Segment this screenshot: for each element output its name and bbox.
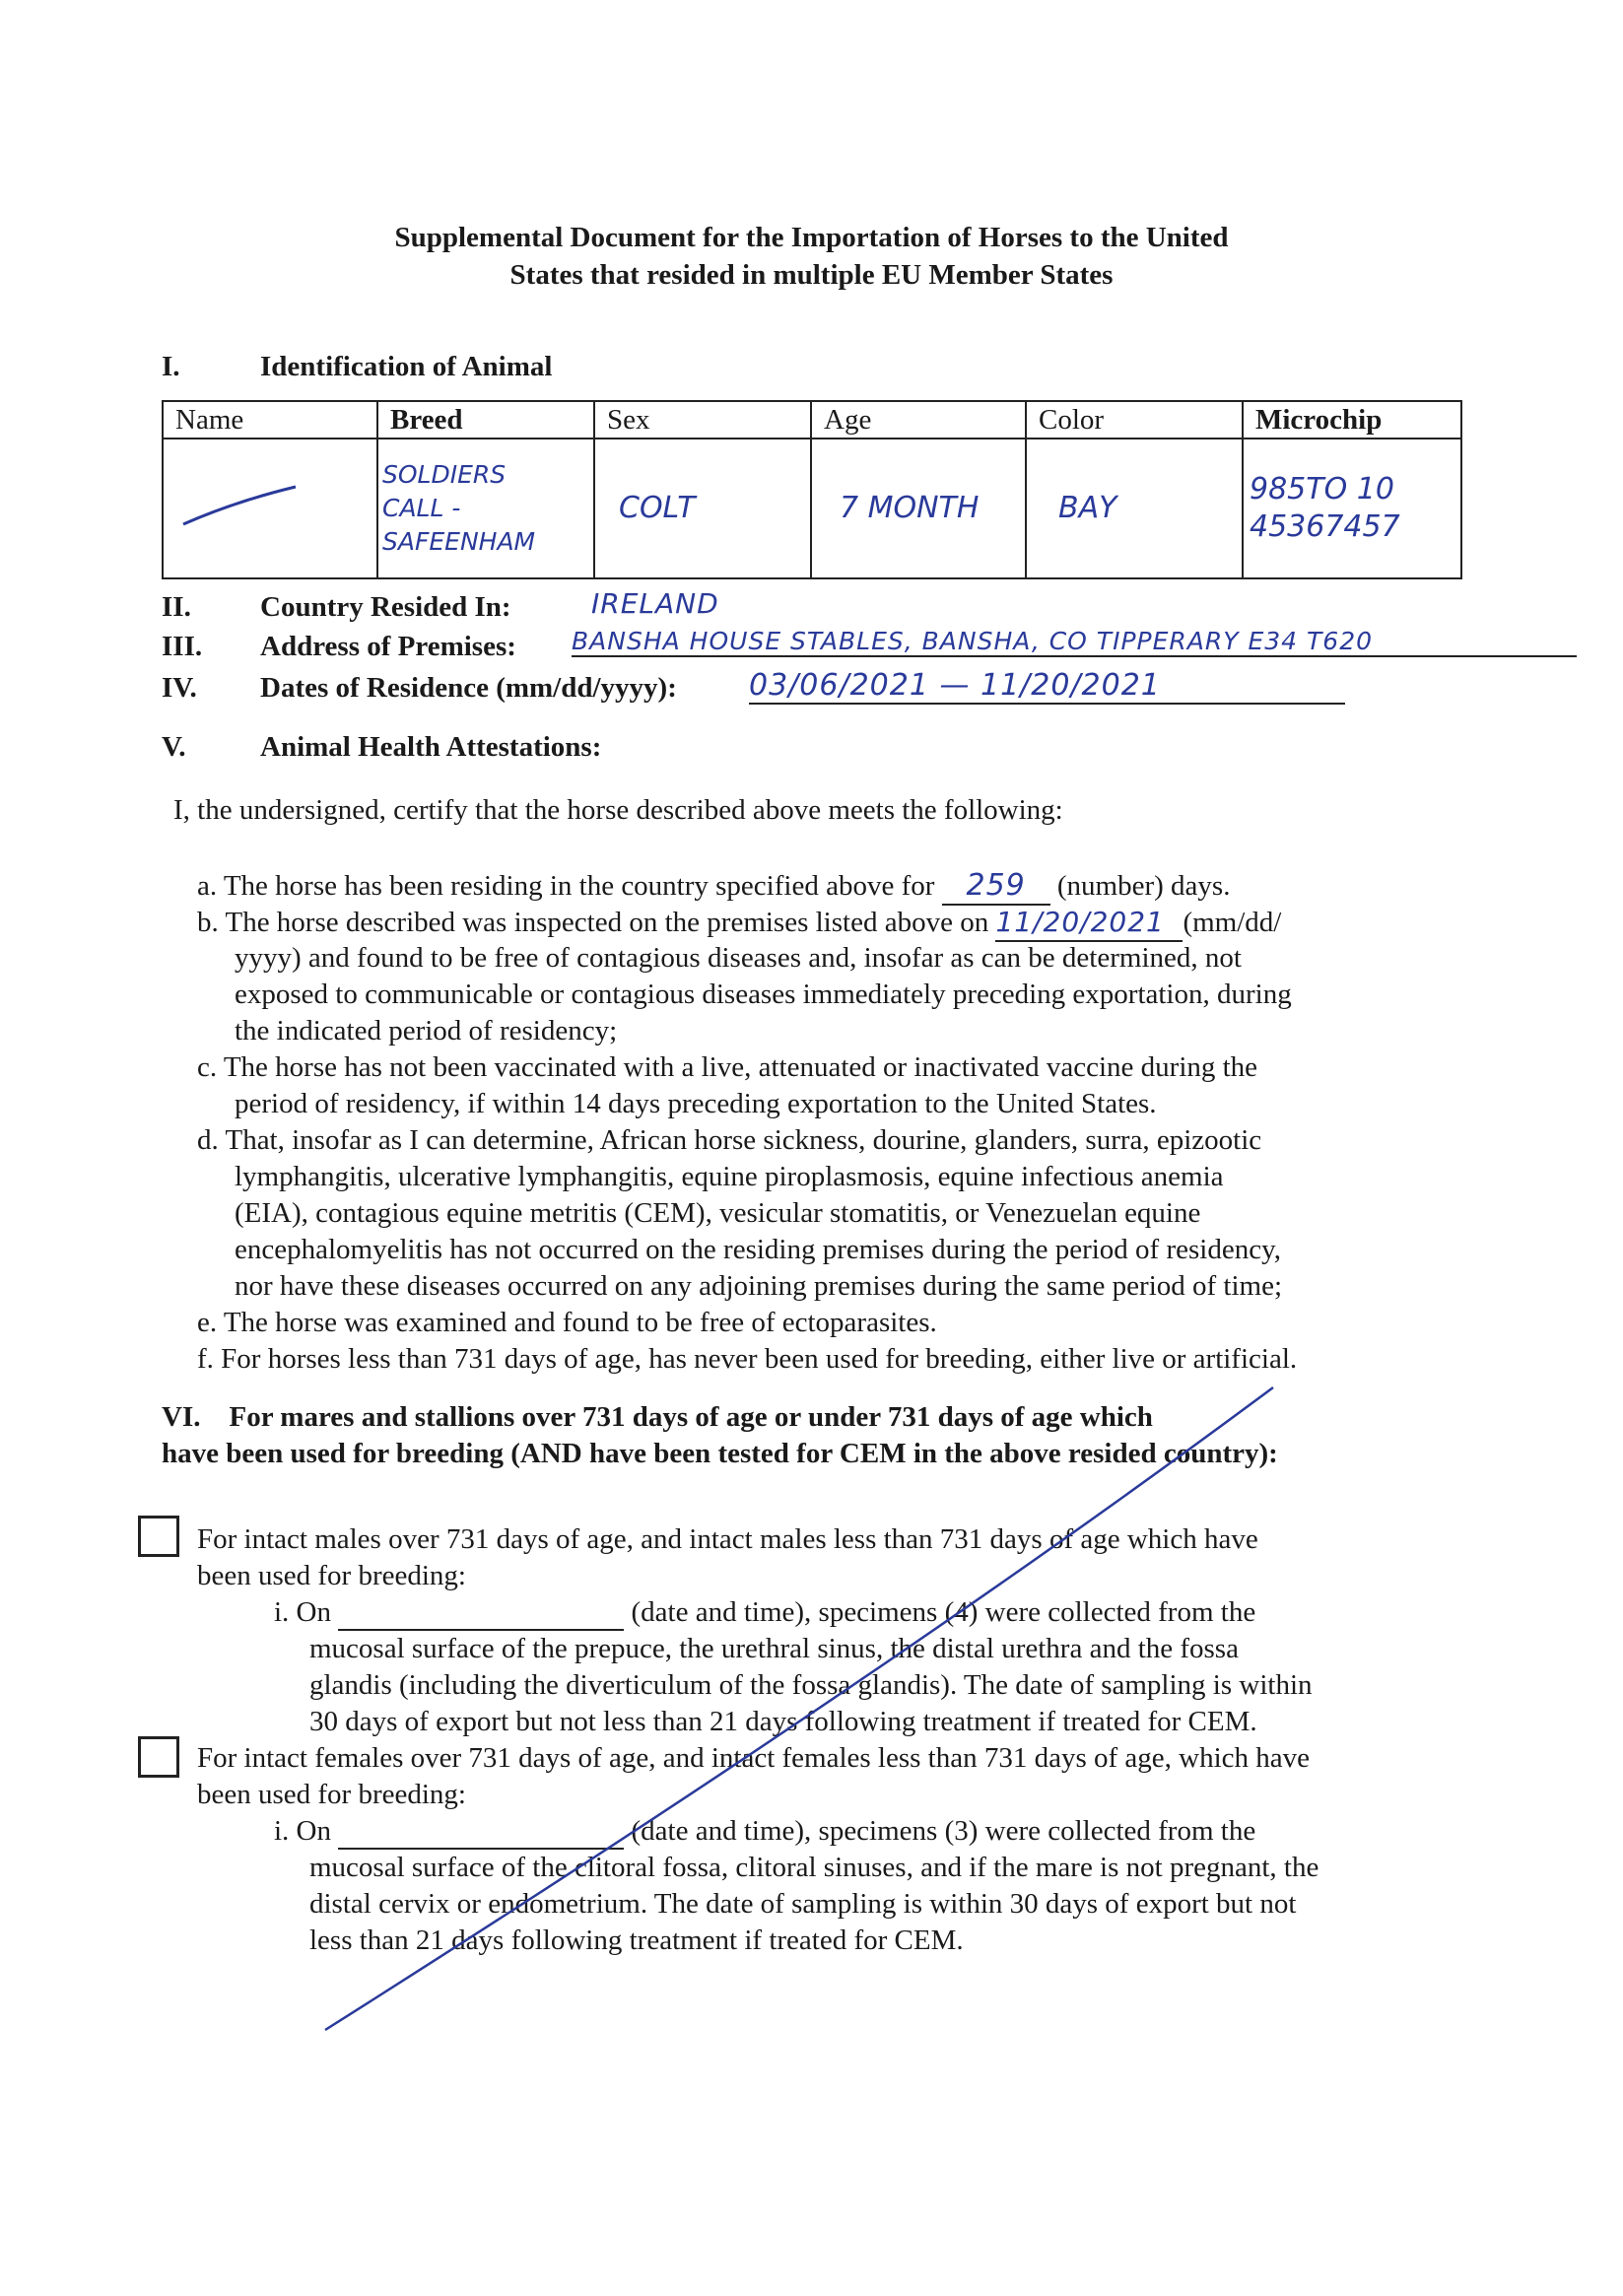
sex-value: COLT bbox=[619, 491, 696, 525]
item-e: e. The horse was examined and found to be free of ectoparasites. bbox=[197, 1307, 937, 1338]
males-line-4: mucosal surface of the prepuce, the urethral sinus, the distal urethra and the fossa bbox=[309, 1633, 1239, 1664]
item-a-suffix: (number) days. bbox=[1056, 870, 1231, 902]
females-line-1: For intact females over 731 days of age, and intact females less than 731 days of age, which have bbox=[197, 1742, 1311, 1774]
item-f: f. For horses less than 731 days of age, has never been used for breeding, either live or artificial. bbox=[197, 1343, 1298, 1375]
cell-sex bbox=[594, 439, 811, 578]
males-line-6: 30 days of export but not less than 21 days following treatment if treated for CEM. bbox=[309, 1706, 1257, 1737]
females-item-i-prefix: i. On bbox=[274, 1815, 331, 1847]
table-header-row bbox=[163, 401, 1461, 439]
country-value: IRELAND bbox=[591, 587, 719, 620]
section-6-heading-line-1: VI. For mares and stallions over 731 days of age or under 731 days of age which bbox=[162, 1401, 1153, 1433]
header-name: Name bbox=[163, 401, 377, 439]
section-1-label: Identification of Animal bbox=[260, 351, 553, 382]
document-title-line-1: Supplemental Document for the Importation of Horses to the United bbox=[394, 222, 1229, 253]
cell-name bbox=[163, 439, 377, 578]
cell-age bbox=[811, 439, 1026, 578]
males-line-5: glandis (including the diverticulum of the fossa glandis). The date of sampling is within bbox=[309, 1669, 1313, 1701]
females-line-6: less than 21 days following treatment if treated for CEM. bbox=[309, 1925, 964, 1956]
section-3-label: Address of Premises: bbox=[260, 631, 516, 662]
cell-microchip bbox=[1243, 439, 1461, 578]
dates-value: 03/06/2021 — 11/20/2021 bbox=[749, 668, 1345, 705]
females-item-i bbox=[274, 1813, 1255, 1850]
header-sex: Sex bbox=[594, 401, 811, 439]
section-4-number: IV. bbox=[162, 672, 197, 704]
address-value: BANSHA HOUSE STABLES, BANSHA, CO TIPPERARY E34 T620 bbox=[572, 627, 1577, 657]
females-line-4: mucosal surface of the clitoral fossa, clitoral sinuses, and if the mare is not pregnant, the bbox=[309, 1852, 1319, 1883]
item-a bbox=[197, 867, 1230, 906]
certification-statement: I, the undersigned, certify that the horse described above meets the following: bbox=[173, 794, 1063, 826]
item-d-line-5: nor have these diseases occurred on any adjoining premises during the same period of time; bbox=[235, 1270, 1283, 1302]
header-color: Color bbox=[1026, 401, 1243, 439]
microchip-value: 985TO 10 45367457 bbox=[1250, 472, 1400, 544]
cell-color bbox=[1026, 439, 1243, 578]
inspection-date-value: 11/20/2021 bbox=[995, 904, 1183, 942]
section-5-number: V. bbox=[162, 731, 186, 763]
females-checkbox[interactable] bbox=[138, 1736, 179, 1778]
animal-identification-table bbox=[162, 400, 1462, 579]
header-breed: Breed bbox=[377, 401, 594, 439]
males-item-i bbox=[274, 1594, 1255, 1631]
females-item-i-suffix: (date and time), specimens (3) were collected from the bbox=[631, 1815, 1256, 1847]
section-3-number: III. bbox=[162, 631, 203, 662]
section-4-label: Dates of Residence (mm/dd/yyyy): bbox=[260, 672, 677, 704]
age-value: 7 MONTH bbox=[840, 491, 980, 525]
item-b-line-3: exposed to communicable or contagious diseases immediately preceding exportation, during bbox=[235, 979, 1292, 1010]
cell-breed bbox=[377, 439, 594, 578]
males-line-2: been used for breeding: bbox=[197, 1560, 466, 1591]
item-b-text: b. The horse described was inspected on the premises listed above on bbox=[197, 907, 989, 938]
females-line-2: been used for breeding: bbox=[197, 1779, 466, 1810]
document-title-line-2: States that resided in multiple EU Member States bbox=[509, 259, 1114, 291]
item-c-line-2: period of residency, if within 14 days preceding exportation to the United States. bbox=[235, 1088, 1157, 1119]
name-dash-mark bbox=[175, 477, 304, 536]
males-checkbox[interactable] bbox=[138, 1516, 179, 1557]
females-line-5: distal cervix or endometrium. The date of sampling is within 30 days of export but not bbox=[309, 1888, 1297, 1920]
section-2-number: II. bbox=[162, 591, 191, 623]
header-microchip: Microchip bbox=[1243, 401, 1461, 439]
females-date-field[interactable] bbox=[338, 1818, 624, 1850]
item-d-line-2: lymphangitis, ulcerative lymphangitis, equine piroplasmosis, equine infectious anemia bbox=[235, 1161, 1224, 1192]
color-value: BAY bbox=[1058, 491, 1117, 525]
item-a-text: a. The horse has been residing in the country specified above for bbox=[197, 870, 935, 902]
item-c: c. The horse has not been vaccinated with a live, attenuated or inactivated vaccine during the bbox=[197, 1051, 1258, 1083]
section-2-label: Country Resided In: bbox=[260, 591, 511, 623]
item-d-line-4: encephalomyelitis has not occurred on the residing premises during the period of residency, bbox=[235, 1234, 1281, 1265]
males-date-field[interactable] bbox=[338, 1599, 624, 1631]
item-d: d. That, insofar as I can determine, African horse sickness, dourine, glanders, surra, epizootic bbox=[197, 1124, 1262, 1156]
item-b bbox=[197, 904, 1281, 942]
section-6-heading-line-2: have been used for breeding (AND have been tested for CEM in the above resided country): bbox=[162, 1438, 1278, 1469]
table-row bbox=[163, 439, 1461, 578]
males-item-i-prefix: i. On bbox=[274, 1596, 331, 1628]
section-1-number: I. bbox=[162, 351, 180, 382]
breed-value: SOLDIERS CALL - SAFEENHAM bbox=[382, 460, 536, 556]
item-d-line-3: (EIA), contagious equine metritis (CEM), vesicular stomatitis, or Venezuelan equine bbox=[235, 1197, 1201, 1229]
section-5-label: Animal Health Attestations: bbox=[260, 731, 602, 763]
males-line-1: For intact males over 731 days of age, and intact males less than 731 days of age which have bbox=[197, 1523, 1258, 1555]
item-b-suffix: (mm/dd/ bbox=[1183, 907, 1282, 938]
males-item-i-suffix: (date and time), specimens (4) were collected from the bbox=[631, 1596, 1256, 1628]
item-b-line-2: yyyy) and found to be free of contagious diseases and, insofar as can be determined, not bbox=[235, 942, 1242, 974]
days-count-value: 259 bbox=[942, 867, 1050, 906]
header-age: Age bbox=[811, 401, 1026, 439]
item-b-line-4: the indicated period of residency; bbox=[235, 1015, 618, 1047]
